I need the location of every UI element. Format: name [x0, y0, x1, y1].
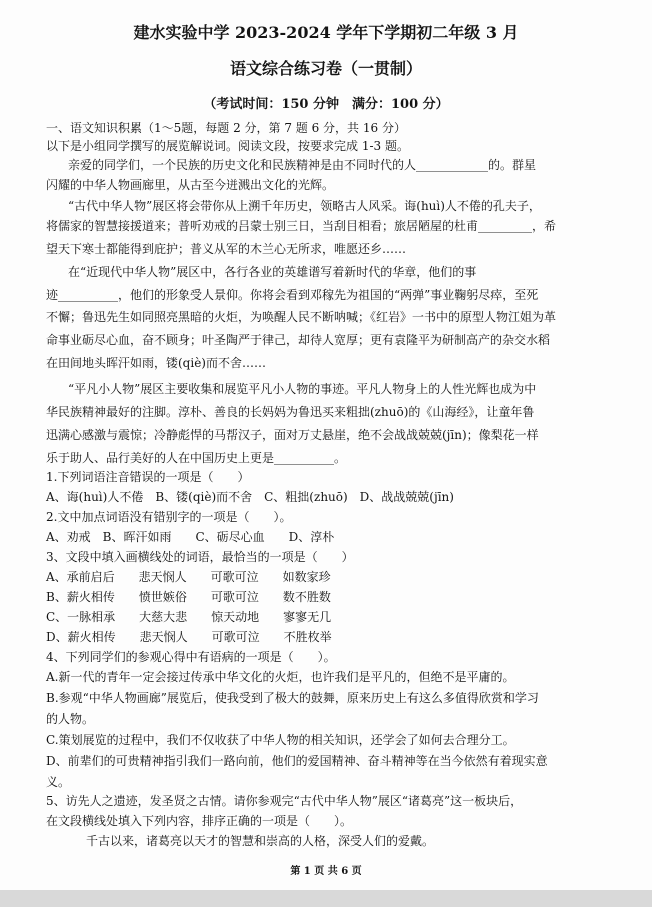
question-3-stem: 3、文段中填入画横线处的词语，最恰当的一项是（ ） [46, 550, 354, 564]
passage-line: 命事业砺尽心血，奋不顾身；叶圣陶严于律己，却待人宽厚；更有袁隆平为研制高产的杂交水稻 [46, 333, 551, 347]
passage-line: “平凡小人物”展区主要收集和展览平凡小人物的事迹。平凡人物身上的人性光辉也成为中 [68, 382, 537, 396]
question-3-option: D、薪火相传 悲天悯人 可歌可泣 不胜枚举 [46, 630, 332, 644]
question-4-stem: 4、下列同学们的参观心得中有语病的一项是（ ）。 [46, 650, 336, 664]
passage-line: 将儒家的智慧接援道来；普听劝戒的吕蒙士别三日，当刮目相看；旅居陋屋的杜甫_________，希 [46, 219, 557, 233]
question-4-option: B.参观“中华人物画廊”展览后，使我受到了极大的鼓舞，原来历史上有这么多值得欣赏和学习 [46, 691, 539, 705]
section-intro: 以下是小组同学撰写的展览解说词。阅读文段，按要求完成 1-3 题。 [46, 139, 409, 153]
bottom-bar [0, 890, 652, 907]
question-4-option: 义。 [46, 775, 71, 789]
passage-line: 华民族精神最好的注脚。淳朴、善良的长妈妈为鲁迅买来粗拙(zhuō)的《山海经》，让童年鲁 [46, 405, 535, 419]
question-3-option: A、承前启后 悲天悯人 可歌可泣 如数家珍 [46, 570, 331, 584]
question-4-option: C.策划展览的过程中，我们不仅收获了中华人物的相关知识，还学会了如何去合理分工。 [46, 733, 515, 747]
question-4-option: 的人物。 [46, 712, 95, 726]
question-2-stem: 2.文中加点词语没有错别字的一项是（ ）。 [46, 510, 292, 524]
section-heading: 一、语文知识积累（1～5题，每题 2 分，第 7 题 6 分，共 16 分） [46, 121, 406, 135]
question-1-options: A、诲(huì)人不倦 B、镂(qiè)而不舍 C、粗拙(zhuō) D、战战兢兢(jīn) [46, 490, 454, 504]
question-2-options: A、劝戒 B、晖汗如雨 C、砺尽心血 D、淳朴 [46, 530, 335, 544]
passage-line: “古代中华人物”展区将会带你从上溯千年历史，领略古人风采。诲(huì)人不倦的孔夫子， [68, 199, 541, 213]
question-5-line: 千古以来，诸葛亮以天才的智慧和崇高的人格，深受人们的爱戴。 [86, 834, 435, 848]
passage-line: 乐于助人、品行美好的人在中国历史上更是__________。 [46, 451, 347, 465]
passage-line: 不懈；鲁迅先生如同照亮黑暗的火炬，为唤醒人民不断呐喊；《红岩》一书中的原型人物江姐为革 [46, 310, 557, 324]
question-5-stem: 5、访先人之遗迹，发圣贤之古情。请你参观完“古代中华人物”展区“诸葛亮”这一板块后， [46, 794, 523, 808]
passage-line: 闪耀的中华人物画廊里，从古至今迸溅出文化的光辉。 [46, 178, 335, 192]
passage-line: 在田间地头晖汗如雨，镂(qiè)而不舍…… [46, 356, 266, 370]
exam-subtitle: 语文综合练习卷（一贯制） [229, 59, 422, 78]
question-5-line: 在文段横线处填入下列内容，排序正确的一项是（ ）。 [46, 814, 353, 828]
question-3-option: B、薪火相传 愤世嫉俗 可歌可泣 数不胜数 [46, 590, 331, 604]
question-4-option: D、前辈们的可贵精神指引我们一路向前，他们的爱国精神、奋斗精神等在当今依然有着现实意 [46, 754, 548, 768]
exam-time-score: （考试时间：150 分钟 满分：100 分） [203, 97, 449, 112]
passage-line: 迅满心感激与震惊；冷静彪悍的马帮汉子，面对万丈悬崖，绝不会战战兢兢(jīn)；像梨花一样 [46, 428, 539, 442]
question-4-option: A.新一代的青年一定会接过传承中华文化的火炬，也许我们是平凡的，但绝不是平庸的。 [46, 670, 515, 684]
passage-line: 迹__________，他们的形象受人景仰。你将会看到邓稼先为祖国的“两弹”事业鞠躬尽瘁，至死 [46, 288, 539, 302]
question-3-option: C、一脉相承 大慈大悲 惊天动地 寥寥无几 [46, 610, 332, 624]
page-number: 第 1 页 共 6 页 [290, 866, 362, 877]
question-1-stem: 1.下列词语注音错误的一项是（ ） [46, 470, 250, 484]
passage-line: 亲爱的同学们，一个民族的历史文化和民族精神是由不同时代的人____________的。群星 [68, 158, 537, 172]
passage-line: 在“近现代中华人物”展区中，各行各业的英雄谱写着新时代的华章，他们的事 [68, 265, 477, 279]
exam-title: 建水实验中学 2023-2024 学年下学期初二年级 3 月 [133, 23, 519, 42]
passage-line: 望天下寒士都能得到庇护；普义从军的木兰心无所求，唯愿还乡…… [46, 242, 407, 256]
